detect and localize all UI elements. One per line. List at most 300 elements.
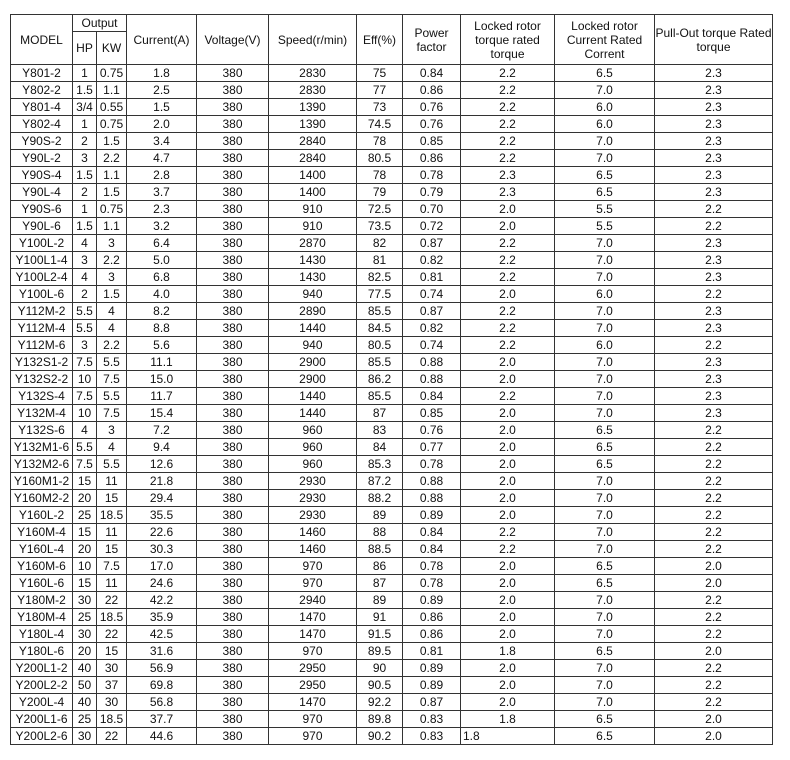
cell-voltage: 380 [197, 626, 269, 643]
cell-locked-current: 5.5 [555, 201, 655, 218]
cell-eff: 88.5 [357, 541, 403, 558]
table-row [11, 235, 773, 252]
cell-model: Y160L-2 [11, 507, 73, 524]
cell-locked-current: 7.0 [555, 354, 655, 371]
cell-eff: 89 [357, 592, 403, 609]
cell-speed: 1470 [269, 609, 357, 626]
cell-speed: 2890 [269, 303, 357, 320]
cell-current: 15.4 [127, 405, 197, 422]
cell-hp: 4 [73, 269, 97, 286]
cell-kw: 2.2 [97, 337, 127, 354]
cell-locked-current: 7.0 [555, 541, 655, 558]
cell-kw: 1.5 [97, 133, 127, 150]
table-row [11, 116, 773, 133]
cell-eff: 73 [357, 99, 403, 116]
cell-current: 12.6 [127, 456, 197, 473]
cell-current: 6.4 [127, 235, 197, 252]
cell-power-factor: 0.78 [403, 167, 461, 184]
cell-current: 56.9 [127, 660, 197, 677]
cell-speed: 970 [269, 643, 357, 660]
cell-hp: 3 [73, 252, 97, 269]
cell-hp: 15 [73, 473, 97, 490]
cell-locked-torque: 2.0 [461, 592, 555, 609]
cell-kw: 30 [97, 694, 127, 711]
cell-locked-current: 7.0 [555, 609, 655, 626]
cell-model: Y801-4 [11, 99, 73, 116]
header-power-factor: Power factor [403, 15, 461, 65]
cell-pullout-torque: 2.2 [655, 592, 773, 609]
cell-pullout-torque: 2.3 [655, 133, 773, 150]
cell-power-factor: 0.70 [403, 201, 461, 218]
cell-power-factor: 0.77 [403, 439, 461, 456]
cell-voltage: 380 [197, 269, 269, 286]
cell-kw: 22 [97, 728, 127, 745]
cell-locked-torque: 2.0 [461, 218, 555, 235]
cell-speed: 1430 [269, 252, 357, 269]
cell-current: 15.0 [127, 371, 197, 388]
cell-current: 17.0 [127, 558, 197, 575]
cell-locked-torque: 2.0 [461, 490, 555, 507]
cell-power-factor: 0.76 [403, 99, 461, 116]
cell-speed: 1470 [269, 694, 357, 711]
cell-locked-current: 6.5 [555, 456, 655, 473]
table-row [11, 405, 773, 422]
cell-current: 5.6 [127, 337, 197, 354]
cell-voltage: 380 [197, 320, 269, 337]
cell-power-factor: 0.76 [403, 116, 461, 133]
cell-model: Y100L-6 [11, 286, 73, 303]
cell-current: 24.6 [127, 575, 197, 592]
cell-current: 2.3 [127, 201, 197, 218]
cell-kw: 1.5 [97, 184, 127, 201]
cell-current: 2.8 [127, 167, 197, 184]
cell-pullout-torque: 2.3 [655, 388, 773, 405]
cell-kw: 4 [97, 320, 127, 337]
cell-voltage: 380 [197, 218, 269, 235]
cell-current: 31.6 [127, 643, 197, 660]
cell-pullout-torque: 2.3 [655, 167, 773, 184]
table-row [11, 218, 773, 235]
cell-eff: 80.5 [357, 337, 403, 354]
table-row [11, 422, 773, 439]
cell-pullout-torque: 2.3 [655, 82, 773, 99]
cell-model: Y132S2-2 [11, 371, 73, 388]
cell-locked-current: 6.0 [555, 99, 655, 116]
cell-kw: 5.5 [97, 456, 127, 473]
cell-hp: 2 [73, 133, 97, 150]
cell-speed: 960 [269, 422, 357, 439]
cell-model: Y200L2-2 [11, 677, 73, 694]
cell-speed: 2930 [269, 473, 357, 490]
cell-voltage: 380 [197, 507, 269, 524]
header-output: Output [73, 15, 127, 32]
header-current: Current(A) [127, 15, 197, 65]
cell-model: Y132S-4 [11, 388, 73, 405]
cell-hp: 5.5 [73, 303, 97, 320]
cell-speed: 1390 [269, 116, 357, 133]
table-row [11, 201, 773, 218]
cell-speed: 910 [269, 201, 357, 218]
cell-hp: 5.5 [73, 439, 97, 456]
cell-hp: 15 [73, 524, 97, 541]
cell-locked-current: 6.5 [555, 439, 655, 456]
cell-locked-torque: 2.3 [461, 167, 555, 184]
cell-eff: 87.2 [357, 473, 403, 490]
cell-power-factor: 0.76 [403, 422, 461, 439]
cell-eff: 74.5 [357, 116, 403, 133]
cell-pullout-torque: 2.2 [655, 507, 773, 524]
table-row [11, 490, 773, 507]
cell-voltage: 380 [197, 405, 269, 422]
cell-voltage: 380 [197, 592, 269, 609]
cell-model: Y132M-4 [11, 405, 73, 422]
cell-eff: 85.5 [357, 354, 403, 371]
cell-pullout-torque: 2.0 [655, 643, 773, 660]
cell-model: Y132S-6 [11, 422, 73, 439]
cell-locked-torque: 2.2 [461, 541, 555, 558]
cell-eff: 86 [357, 558, 403, 575]
cell-speed: 1470 [269, 626, 357, 643]
cell-voltage: 380 [197, 575, 269, 592]
cell-kw: 15 [97, 541, 127, 558]
cell-power-factor: 0.78 [403, 456, 461, 473]
cell-eff: 87 [357, 575, 403, 592]
header-hp: HP [73, 32, 97, 65]
cell-voltage: 380 [197, 422, 269, 439]
cell-speed: 960 [269, 456, 357, 473]
cell-speed: 1430 [269, 269, 357, 286]
cell-kw: 18.5 [97, 711, 127, 728]
cell-eff: 89.8 [357, 711, 403, 728]
cell-voltage: 380 [197, 303, 269, 320]
cell-power-factor: 0.88 [403, 490, 461, 507]
cell-kw: 30 [97, 660, 127, 677]
table-header [11, 15, 773, 65]
cell-model: Y112M-2 [11, 303, 73, 320]
cell-hp: 4 [73, 422, 97, 439]
cell-hp: 1 [73, 65, 97, 82]
cell-speed: 1440 [269, 320, 357, 337]
cell-kw: 1.1 [97, 218, 127, 235]
cell-pullout-torque: 2.0 [655, 558, 773, 575]
cell-speed: 970 [269, 558, 357, 575]
cell-locked-torque: 2.2 [461, 150, 555, 167]
cell-pullout-torque: 2.0 [655, 728, 773, 745]
cell-current: 35.5 [127, 507, 197, 524]
cell-locked-torque: 2.0 [461, 575, 555, 592]
cell-current: 30.3 [127, 541, 197, 558]
table-row [11, 524, 773, 541]
cell-voltage: 380 [197, 643, 269, 660]
cell-speed: 2830 [269, 65, 357, 82]
cell-power-factor: 0.84 [403, 524, 461, 541]
cell-hp: 20 [73, 541, 97, 558]
cell-voltage: 380 [197, 133, 269, 150]
cell-locked-torque: 2.2 [461, 337, 555, 354]
cell-current: 21.8 [127, 473, 197, 490]
cell-eff: 83 [357, 422, 403, 439]
table-row [11, 133, 773, 150]
cell-locked-current: 7.0 [555, 371, 655, 388]
cell-voltage: 380 [197, 728, 269, 745]
cell-speed: 940 [269, 337, 357, 354]
cell-eff: 77 [357, 82, 403, 99]
cell-hp: 50 [73, 677, 97, 694]
cell-current: 42.2 [127, 592, 197, 609]
cell-locked-current: 7.0 [555, 269, 655, 286]
cell-locked-current: 7.0 [555, 490, 655, 507]
cell-kw: 4 [97, 303, 127, 320]
cell-kw: 11 [97, 575, 127, 592]
cell-pullout-torque: 2.3 [655, 65, 773, 82]
cell-hp: 1.5 [73, 218, 97, 235]
cell-locked-current: 6.5 [555, 422, 655, 439]
cell-eff: 80.5 [357, 150, 403, 167]
cell-model: Y100L-2 [11, 235, 73, 252]
cell-locked-current: 6.0 [555, 337, 655, 354]
cell-eff: 79 [357, 184, 403, 201]
header-pullout-torque: Pull-Out torque Rated torque [655, 15, 773, 65]
cell-kw: 22 [97, 626, 127, 643]
cell-eff: 75 [357, 65, 403, 82]
cell-hp: 1.5 [73, 82, 97, 99]
table-row [11, 286, 773, 303]
cell-hp: 7.5 [73, 456, 97, 473]
cell-power-factor: 0.79 [403, 184, 461, 201]
cell-eff: 78 [357, 167, 403, 184]
cell-speed: 1440 [269, 405, 357, 422]
cell-model: Y180L-6 [11, 643, 73, 660]
cell-hp: 4 [73, 235, 97, 252]
cell-model: Y180L-4 [11, 626, 73, 643]
cell-locked-current: 7.0 [555, 592, 655, 609]
cell-current: 1.5 [127, 99, 197, 116]
cell-hp: 30 [73, 728, 97, 745]
cell-eff: 87 [357, 405, 403, 422]
table-row [11, 626, 773, 643]
cell-locked-torque: 2.0 [461, 609, 555, 626]
cell-pullout-torque: 2.2 [655, 660, 773, 677]
cell-pullout-torque: 2.3 [655, 252, 773, 269]
cell-kw: 18.5 [97, 609, 127, 626]
cell-eff: 89 [357, 507, 403, 524]
cell-voltage: 380 [197, 82, 269, 99]
cell-power-factor: 0.83 [403, 711, 461, 728]
cell-power-factor: 0.74 [403, 337, 461, 354]
cell-voltage: 380 [197, 371, 269, 388]
table-row [11, 575, 773, 592]
cell-model: Y100L1-4 [11, 252, 73, 269]
header-kw: KW [97, 32, 127, 65]
cell-locked-torque: 2.2 [461, 303, 555, 320]
cell-current: 4.7 [127, 150, 197, 167]
cell-locked-current: 7.0 [555, 507, 655, 524]
cell-pullout-torque: 2.2 [655, 286, 773, 303]
cell-locked-current: 7.0 [555, 473, 655, 490]
table-row [11, 728, 773, 745]
cell-current: 2.5 [127, 82, 197, 99]
cell-hp: 40 [73, 660, 97, 677]
cell-speed: 970 [269, 711, 357, 728]
cell-hp: 1.5 [73, 167, 97, 184]
cell-locked-current: 7.0 [555, 677, 655, 694]
cell-locked-torque: 2.2 [461, 116, 555, 133]
cell-locked-current: 6.5 [555, 167, 655, 184]
cell-power-factor: 0.86 [403, 609, 461, 626]
cell-locked-current: 7.0 [555, 524, 655, 541]
cell-voltage: 380 [197, 354, 269, 371]
cell-kw: 22 [97, 592, 127, 609]
cell-current: 22.6 [127, 524, 197, 541]
cell-locked-current: 5.5 [555, 218, 655, 235]
cell-locked-current: 7.0 [555, 694, 655, 711]
table-row [11, 609, 773, 626]
cell-power-factor: 0.74 [403, 286, 461, 303]
cell-kw: 0.75 [97, 116, 127, 133]
cell-voltage: 380 [197, 609, 269, 626]
cell-kw: 7.5 [97, 371, 127, 388]
cell-pullout-torque: 2.2 [655, 524, 773, 541]
cell-hp: 1 [73, 116, 97, 133]
cell-eff: 90.5 [357, 677, 403, 694]
cell-model: Y112M-6 [11, 337, 73, 354]
cell-locked-torque: 2.0 [461, 473, 555, 490]
cell-voltage: 380 [197, 252, 269, 269]
cell-eff: 92.2 [357, 694, 403, 711]
cell-kw: 7.5 [97, 558, 127, 575]
cell-kw: 2.2 [97, 150, 127, 167]
cell-power-factor: 0.82 [403, 252, 461, 269]
cell-hp: 40 [73, 694, 97, 711]
cell-kw: 1.1 [97, 82, 127, 99]
cell-power-factor: 0.88 [403, 473, 461, 490]
cell-model: Y90S-4 [11, 167, 73, 184]
cell-locked-torque: 2.0 [461, 371, 555, 388]
cell-pullout-torque: 2.2 [655, 201, 773, 218]
cell-speed: 2930 [269, 490, 357, 507]
cell-eff: 90 [357, 660, 403, 677]
cell-eff: 85.3 [357, 456, 403, 473]
cell-current: 8.8 [127, 320, 197, 337]
cell-model: Y90L-6 [11, 218, 73, 235]
cell-pullout-torque: 2.3 [655, 371, 773, 388]
cell-kw: 11 [97, 524, 127, 541]
cell-kw: 4 [97, 439, 127, 456]
cell-model: Y160M2-2 [11, 490, 73, 507]
cell-pullout-torque: 2.2 [655, 337, 773, 354]
cell-locked-current: 7.0 [555, 660, 655, 677]
cell-kw: 15 [97, 643, 127, 660]
cell-voltage: 380 [197, 337, 269, 354]
cell-eff: 82 [357, 235, 403, 252]
cell-locked-torque: 2.0 [461, 677, 555, 694]
cell-eff: 82.5 [357, 269, 403, 286]
cell-hp: 25 [73, 507, 97, 524]
cell-eff: 72.5 [357, 201, 403, 218]
cell-speed: 1390 [269, 99, 357, 116]
cell-locked-torque: 2.0 [461, 507, 555, 524]
cell-locked-current: 6.5 [555, 184, 655, 201]
cell-locked-torque: 1.8 [461, 728, 555, 745]
cell-model: Y90S-2 [11, 133, 73, 150]
cell-pullout-torque: 2.2 [655, 422, 773, 439]
cell-current: 8.2 [127, 303, 197, 320]
cell-hp: 2 [73, 286, 97, 303]
cell-pullout-torque: 2.2 [655, 456, 773, 473]
cell-locked-torque: 2.0 [461, 422, 555, 439]
cell-speed: 960 [269, 439, 357, 456]
cell-model: Y100L2-4 [11, 269, 73, 286]
cell-locked-torque: 2.2 [461, 235, 555, 252]
cell-locked-torque: 2.2 [461, 65, 555, 82]
cell-power-factor: 0.85 [403, 405, 461, 422]
cell-hp: 3 [73, 337, 97, 354]
cell-pullout-torque: 2.2 [655, 541, 773, 558]
cell-pullout-torque: 2.2 [655, 473, 773, 490]
table-row [11, 456, 773, 473]
cell-hp: 3 [73, 150, 97, 167]
cell-hp: 10 [73, 405, 97, 422]
cell-pullout-torque: 2.3 [655, 150, 773, 167]
cell-speed: 2840 [269, 133, 357, 150]
header-model: MODEL [11, 15, 73, 65]
cell-pullout-torque: 2.2 [655, 694, 773, 711]
cell-speed: 970 [269, 575, 357, 592]
cell-speed: 1440 [269, 388, 357, 405]
table-row [11, 65, 773, 82]
cell-pullout-torque: 2.0 [655, 711, 773, 728]
cell-locked-torque: 2.2 [461, 388, 555, 405]
cell-eff: 73.5 [357, 218, 403, 235]
cell-current: 37.7 [127, 711, 197, 728]
cell-speed: 2940 [269, 592, 357, 609]
cell-model: Y802-2 [11, 82, 73, 99]
cell-locked-torque: 2.2 [461, 320, 555, 337]
table-row [11, 252, 773, 269]
cell-power-factor: 0.84 [403, 65, 461, 82]
cell-model: Y160M-6 [11, 558, 73, 575]
cell-locked-torque: 2.0 [461, 626, 555, 643]
cell-speed: 940 [269, 286, 357, 303]
cell-locked-torque: 2.0 [461, 660, 555, 677]
cell-hp: 25 [73, 711, 97, 728]
table-row [11, 303, 773, 320]
cell-model: Y160L-6 [11, 575, 73, 592]
cell-voltage: 380 [197, 65, 269, 82]
cell-speed: 2900 [269, 354, 357, 371]
table-row [11, 388, 773, 405]
cell-model: Y200L-4 [11, 694, 73, 711]
cell-current: 1.8 [127, 65, 197, 82]
motor-spec-table [10, 14, 773, 745]
cell-locked-torque: 2.0 [461, 201, 555, 218]
header-locked-current: Locked rotor Current Rated Corrent [555, 15, 655, 65]
cell-power-factor: 0.81 [403, 269, 461, 286]
cell-power-factor: 0.87 [403, 303, 461, 320]
cell-locked-torque: 2.2 [461, 269, 555, 286]
cell-power-factor: 0.78 [403, 575, 461, 592]
cell-pullout-torque: 2.2 [655, 218, 773, 235]
table-row [11, 150, 773, 167]
cell-locked-current: 6.0 [555, 286, 655, 303]
cell-current: 11.7 [127, 388, 197, 405]
cell-power-factor: 0.83 [403, 728, 461, 745]
cell-voltage: 380 [197, 388, 269, 405]
cell-locked-torque: 1.8 [461, 711, 555, 728]
table-row [11, 473, 773, 490]
table-row [11, 99, 773, 116]
cell-current: 4.0 [127, 286, 197, 303]
